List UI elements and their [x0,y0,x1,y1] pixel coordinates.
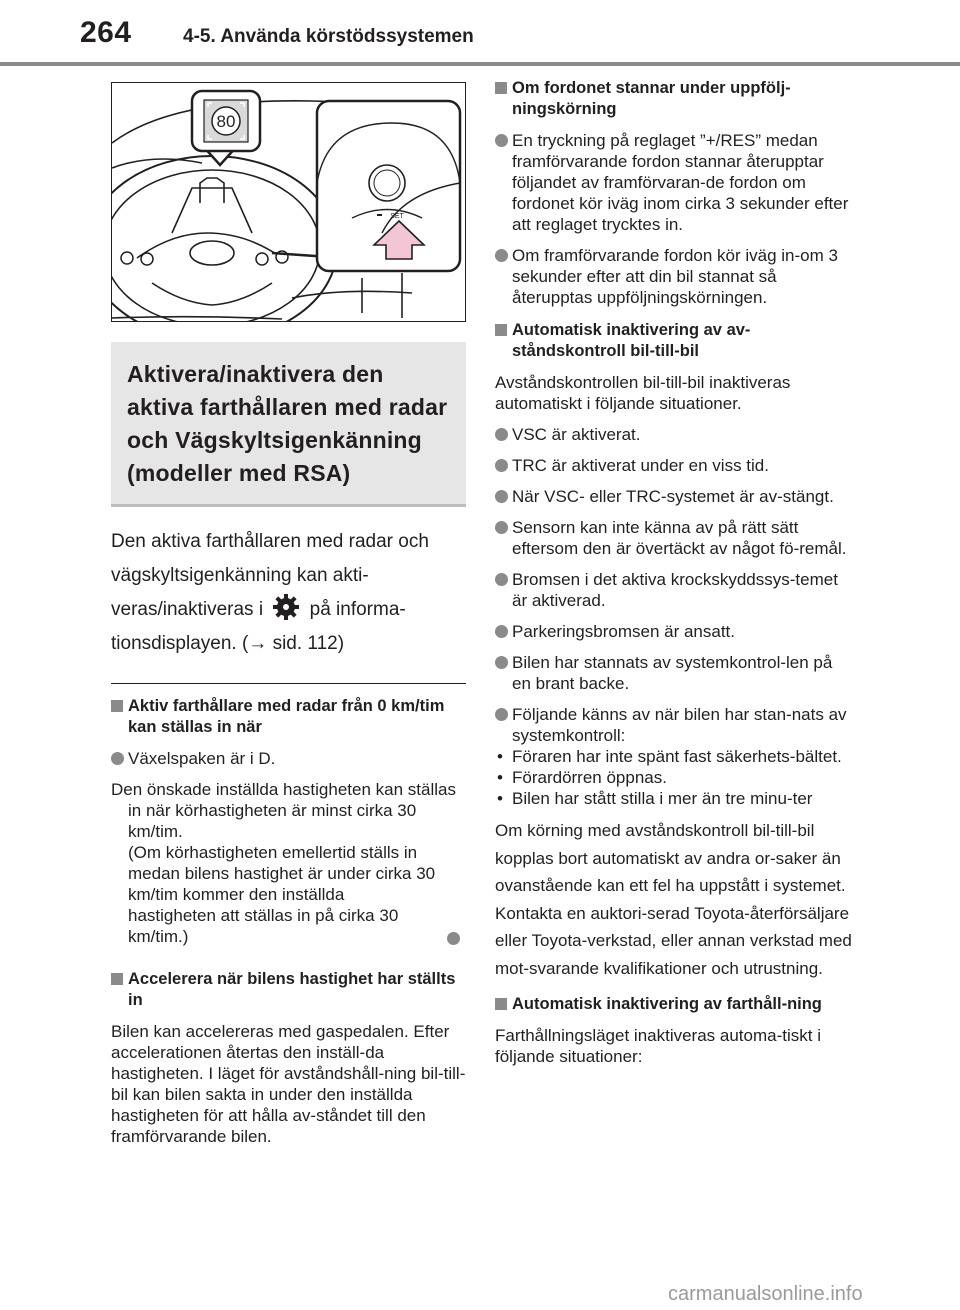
bullet-text: Bilen har stannats av systemkontrol-len på en brant backe. [512,653,833,693]
subsection-heading: Automatisk inaktivering av av-ståndskontroll bil-till-bil [495,320,855,362]
header-rule [0,62,960,66]
bullet-item [495,424,855,445]
sub-list-item [495,788,855,809]
bullet-dot-icon [495,573,508,586]
bullet-text: Parkeringsbromsen är ansatt. [512,622,735,641]
sub-list-text: Föraren har inte spänt fast säkerhets-bältet. [512,747,842,766]
bullet-item [495,455,855,476]
bullet-item [495,569,855,611]
section-title: 4-5. Använda körstödssystemen [183,26,474,47]
bullet-text: Växelspaken är i D. [128,749,276,768]
intro-text [111,525,466,661]
paragraph: Avståndskontrollen bil-till-bil inaktiveras automatiskt i följande situationer. [495,373,791,413]
steering-wheel-illustration [112,83,466,322]
watermark: carmanualsonline.info [668,1283,863,1305]
steering-wheel-figure [111,82,466,322]
bullet-text: Bromsen i det aktiva krockskyddssys-temet är aktiverad. [512,570,838,610]
bullet-item [495,486,855,507]
bullet-item [495,130,855,235]
sub-bullet-icon: • [497,768,503,787]
paragraph: Bilen kan accelereras med gaspedalen. Efter accelerationen återtas den inställ-da hastigheten. I läget för avståndshåll-ning bil-till-bil kan bilen sakta in under den inställda hastigheten för att hålla av-ståndet till den framförvarande bilen. [111,1022,466,1146]
bullet-dot-icon [495,490,508,503]
bullet-dot-icon [495,459,508,472]
bullet-item [495,704,855,746]
bullet-text: VSC är aktiverat. [512,425,641,444]
info-box-heading: Aktivera/inaktivera den aktiva farthållaren med radar och Vägskyltsigenkänning (modeller med RSA) [127,361,448,486]
bullet-dot-icon [495,656,508,669]
bullet-item [495,517,855,559]
bullet-text: Sensorn kan inte känna av på rätt sätt eftersom den är övertäckt av något fö-remål. [512,518,847,558]
bullet-item [495,652,855,694]
bullet-item [495,245,855,308]
end-marker-icon [447,932,460,945]
intro-text-before: Den aktiva farthållaren med radar och vägskyltsigenkänning kan akti-veras/inaktiveras i [111,531,429,620]
bullet-text: TRC är aktiverat under en viss tid. [512,456,769,475]
page-reference: sid. 112) [267,633,345,654]
reference-arrow-icon: → [248,633,268,654]
sub-list-item [495,767,855,788]
right-column [495,78,855,1067]
bullet-dot-icon [495,428,508,441]
bullet-text: När VSC- eller TRC-systemet är av-stängt. [512,487,834,506]
bullet-text: En tryckning på reglaget ”+/RES” medan framförvarande fordon stannar återupptar följandet av framförvaran-de fordon om fordonet kör iväg inom cirka 3 sekunder efter att reglaget trycktes in. [512,131,849,234]
subsection-heading: Automatisk inaktivering av farthåll-ning [495,994,855,1015]
bullet-dot-icon [495,708,508,721]
sub-list-text: Förardörren öppnas. [512,768,667,787]
set-button-label: SET [390,213,404,220]
subsection-heading: Aktiv farthållare med radar från 0 km/tim kan ställas in när [111,696,466,738]
paragraph: Farthållningsläget inaktiveras automa-tiskt i följande situationer: [495,1026,821,1066]
sub-bullet-icon: • [497,747,503,766]
subsection-heading: Om fordonet stannar under uppfölj-ningskörning [495,78,855,120]
bullet-dot-icon [495,134,508,147]
paragraph-text: (Om körhastigheten emellertid ställs in medan bilens hastighet är under cirka 30 km/tim kommer den inställda hastigheten att ställas in på cirka 30 km/tim.) [128,843,436,946]
paragraph: Om körning med avståndskontroll bil-till-bil kopplas bort automatiskt av andra or-saker än ovanstående kan ett fel ha uppstått i systemet. Kontakta en auktori-serad Toyota-återförsäljare eller Toyota-verkstad, eller annan verkstad med mot-svarande kvalifikationer och utrustning. [495,821,852,978]
sub-list-item [495,746,855,767]
divider [111,683,466,684]
bullet-item [111,748,466,769]
left-column [111,82,466,1147]
paragraph [111,842,466,947]
bullet-dot-icon [495,521,508,534]
info-box [111,342,466,507]
sub-bullet-icon: • [497,789,503,808]
subsection-heading: Accelerera när bilens hastighet har ställts in [111,969,466,1011]
bullet-dot-icon [495,249,508,262]
speed-sign-value: 80 [216,112,236,131]
settings-gear-icon [272,593,300,621]
bullet-dot-icon [495,625,508,638]
bullet-item [495,621,855,642]
intro-text-after: på informa-tionsdisplayen. ( [111,599,406,654]
bullet-text: Om framförvarande fordon kör iväg in-om 3 sekunder efter att din bil stannat så återupptas uppföljningskörningen. [512,246,838,307]
sub-list-text: Bilen har stått stilla i mer än tre minu-ter [512,789,813,808]
page-number: 264 [80,16,132,49]
bullet-text: Följande känns av när bilen har stan-nats av systemkontroll: [512,705,847,745]
paragraph: Den önskade inställda hastigheten kan ställas in när körhastigheten är minst cirka 30 km/tim. [111,780,456,841]
bullet-dot-icon [111,752,124,765]
page-header [0,0,960,66]
